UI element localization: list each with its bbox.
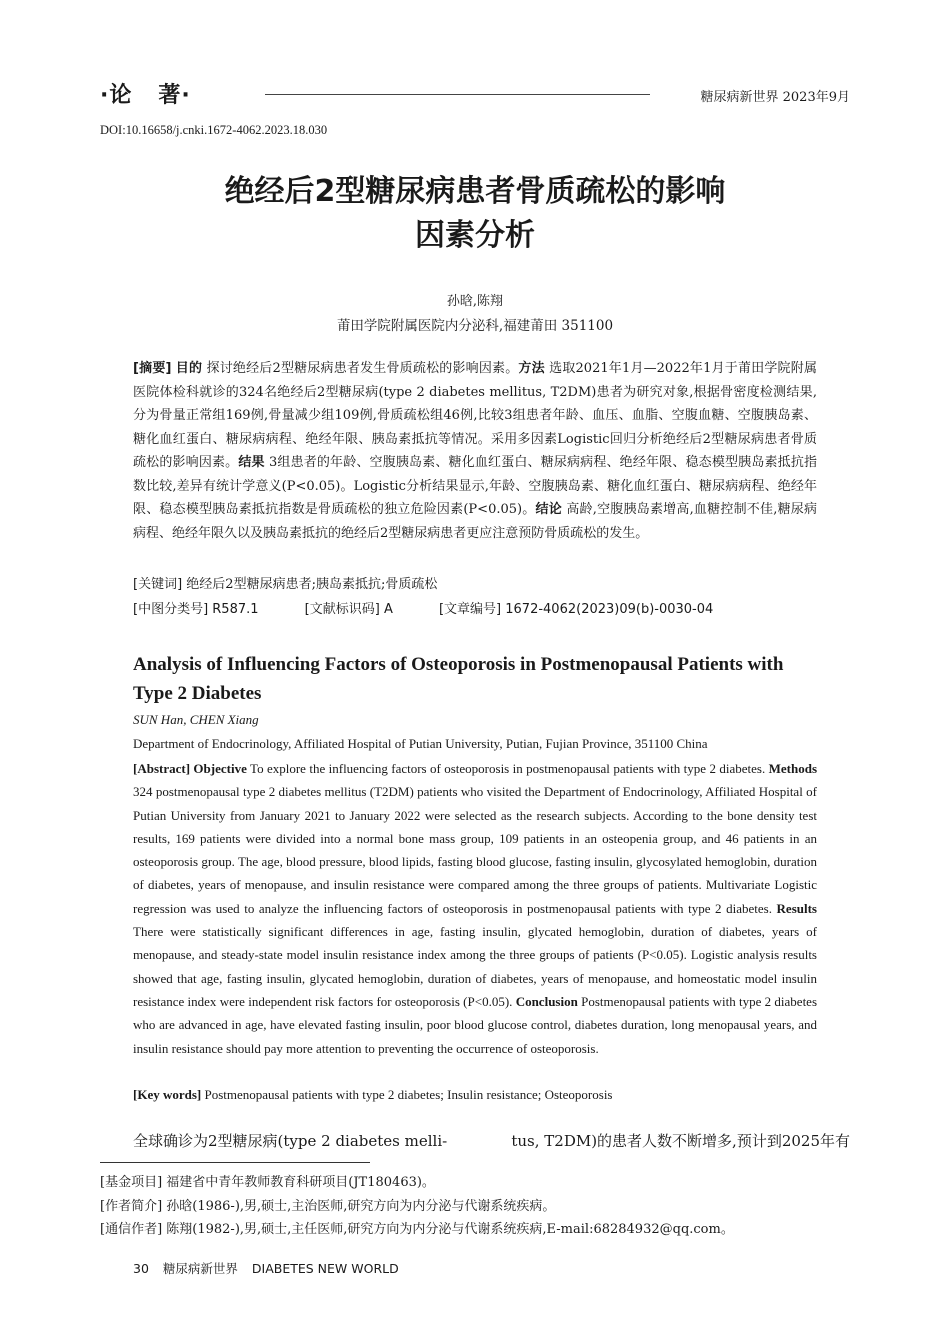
objective-en-text: To explore the influencing factors of osteoporosis in postmenopausal patients with type 2 diabetes. xyxy=(250,761,766,776)
title-line-2: 因素分析 xyxy=(415,218,535,253)
keywords-label: [关键词] xyxy=(133,577,183,592)
keywords-text: 绝经后2型糖尿病患者;胰岛素抵抗;骨质疏松 xyxy=(186,577,438,592)
keywords-en xyxy=(133,1087,613,1103)
footnote-author: [作者简介] 孙晗(1986-),男,硕士,主治医师,研究方向为内分泌与代谢系统疾病。 xyxy=(100,1199,556,1214)
footnote-fund: [基金项目] 福建省中青年教师教育科研项目(JT180463)。 xyxy=(100,1175,435,1190)
keywords-en-label: [Key words] xyxy=(133,1087,202,1102)
authors-cn: 孙晗,陈翔 xyxy=(446,294,504,309)
methods-label: 方法 xyxy=(518,361,545,376)
footer-journal-en: DIABETES NEW WORLD xyxy=(251,1261,399,1276)
footnote-corresponding: [通信作者] 陈翔(1982-),男,硕士,主任医师,研究方向为内分泌与代谢系统疾病,E-mail:68284932@qq.com。 xyxy=(100,1222,734,1237)
abstract-label: [摘要] xyxy=(133,361,172,376)
results-text: 3组患者的年龄、空腹胰岛素、糖化血红蛋白、糖尿病病程、绝经年限、稳态模型胰岛素抵抗指数比较,差异有统计学意义(P<0.05)。Logistic分析结果显示,年龄、空腹胰岛素、糖化血红蛋白、糖尿病病程、绝经年限、稳态模型胰岛素抵抗指数是骨质疏松的独立危险因素(P<0.05)。 xyxy=(133,455,817,517)
doi[interactable]: DOI:10.16658/j.cnki.1672-4062.2023.18.030 xyxy=(100,123,328,137)
document-code: [文献标识码] A xyxy=(304,602,393,617)
article-title-en: Analysis of Influencing Factors of Osteoporosis in Postmenopausal Patients with Type 2 Diabetes xyxy=(133,654,784,704)
clc-number: [中图分类号] R587.1 xyxy=(133,602,259,617)
abstract-en xyxy=(133,757,817,1060)
classification-row xyxy=(133,598,817,617)
abstract-cn xyxy=(133,357,817,545)
methods-text: 选取2021年1月—2022年1月于莆田学院附属医院体检科就诊的324名绝经后2型糖尿病(type 2 diabetes mellitus, T2DM)患者为研究对象,根据骨密度检测结果,分为骨量正常组169例,骨量减少组109例,骨质疏松组46例,比较3组患者年龄、血压、血脂、空腹血糖、空腹胰岛素、糖化血红蛋白、糖尿病病程、绝经年限、胰岛素抵抗等情况。采用多因素Logistic回归分析绝经后2型糖尿病患者骨质疏松的影响因素。 xyxy=(133,361,817,470)
methods-en-text: 324 postmenopausal type 2 diabetes mellitus (T2DM) patients who visited the Department of Endocrinology, Affiliated Hospital of Putian University from January 2021 to January 2022 were selected as the research subjects. According to the bone density test results, 169 patients were divided into a normal bone mass group, 109 patients in an osteopenia group, and 46 patients in an osteoporosis group. The age, blood pressure, blood lipids, fasting blood glucose, fasting insulin, glycosylated hemoglobin, duration of diabetes, years of menopause, and insulin resistance were compared among the three groups of patients. Multivariate Logistic regression was used to analyze the influencing factors of osteoporosis in postmenopausal patients with type 2 diabetes. xyxy=(133,784,817,916)
keywords-cn xyxy=(133,573,817,597)
conclusion-en-label: Conclusion xyxy=(515,993,578,1009)
affiliation-en: Department of Endocrinology, Affiliated Hospital of Putian University, Putian, Fujian Province, 351100 China xyxy=(133,736,708,751)
keywords-en-text: Postmenopausal patients with type 2 diabetes; Insulin resistance; Osteoporosis xyxy=(204,1087,613,1102)
footnote-rule xyxy=(100,1162,370,1163)
abstract-en-label: [Abstract] Objective xyxy=(133,761,247,776)
objective-text: 探讨绝经后2型糖尿病患者发生骨质疏松的影响因素。 xyxy=(206,361,519,376)
conclusion-text: 高龄,空腹胰岛素增高,血糖控制不佳,糖尿病病程、绝经年限久以及胰岛素抵抗的绝经后2型糖尿病患者更应注意预防骨质疏松的发生。 xyxy=(133,502,817,541)
journal-header: 糖尿病新世界 2023年9月 xyxy=(700,90,850,105)
conclusion-en-text: Postmenopausal patients with type 2 diabetes who are advanced in age, have elevated fasting insulin, poor blood glucose control, diabetes duration, long menopausal years, and insulin resistance should pay more attention to preventing the occurrence of osteoporosis. xyxy=(133,993,818,1056)
objective-label: 目的 xyxy=(175,361,203,376)
article-title-cn xyxy=(100,170,850,258)
title-line-1: 绝经后2型糖尿病患者骨质疏松的影响 xyxy=(224,174,726,209)
page-number: 30 xyxy=(133,1261,149,1276)
column-tag: ·论 著· xyxy=(100,83,191,108)
body-column-left: 全球确诊为2型糖尿病(type 2 diabetes melli- xyxy=(133,1132,448,1150)
authors-en: SUN Han, CHEN Xiang xyxy=(133,712,259,727)
methods-en-label: Methods xyxy=(768,761,817,776)
results-en-text: There were statistically significant differences in age, fasting insulin, glycated hemoglobin, duration of diabetes, years of menopause, and steady-state model insulin resistance index among the three groups of patients (P<0.05). Logistic analysis results showed that age, fasting insulin, glycated hemoglobin, duration of diabetes, years of menopause, and homeostatic model insulin resistance index were independent risk factors for osteoporosis (P<0.05). xyxy=(133,924,817,1009)
results-en-label: Results xyxy=(776,900,817,916)
page-footer xyxy=(133,1259,409,1277)
affiliation-cn: 莆田学院附属医院内分泌科,福建莆田 351100 xyxy=(336,318,614,334)
header-rule xyxy=(265,94,650,95)
footer-journal-cn: 糖尿病新世界 xyxy=(162,1261,238,1276)
results-label: 结果 xyxy=(238,455,265,470)
conclusion-label: 结论 xyxy=(535,502,562,517)
body-column-right: tus, T2DM)的患者人数不断增多,预计到2025年有 xyxy=(511,1132,850,1150)
article-number: [文章编号] 1672-4062(2023)09(b)-0030-04 xyxy=(438,602,714,617)
